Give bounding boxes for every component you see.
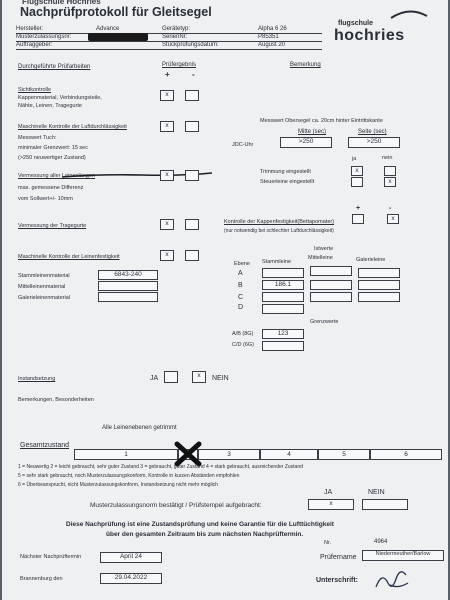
- porosity-line-3: (>250 neuwertiger Zustand): [18, 155, 86, 161]
- type-label: Gerätetyp:: [162, 26, 191, 32]
- type-value: Alpha 6 26: [258, 26, 287, 32]
- row-label-c: C: [238, 294, 244, 301]
- steer-ja-box[interactable]: [351, 177, 363, 187]
- row-c-mittel[interactable]: [310, 292, 352, 302]
- porosity-mid-label: Mitte (sec): [298, 129, 327, 135]
- sight-line-2: Nähte, Leinen, Tragegurte: [18, 103, 82, 109]
- col-plus-header: +: [165, 70, 170, 79]
- istwerte-label: Istwerte: [314, 246, 334, 252]
- sight-line-1: Kappenmaterial, Verbindungsteile,: [18, 95, 102, 101]
- conformity-ja-label: JA: [324, 489, 333, 496]
- row-b-stamm[interactable]: 186.1: [262, 280, 304, 290]
- material-label-mittel: Mittelleinenmaterial: [18, 284, 66, 290]
- trim-nein-box[interactable]: [384, 166, 396, 176]
- material-value-mittel[interactable]: [98, 281, 158, 291]
- page-title: Nachprüfprotokoll für Gleitsegel: [20, 5, 212, 19]
- check-date-value: August 20: [258, 42, 286, 48]
- logo-small-text: flugschule: [338, 20, 374, 27]
- risers-minus-box[interactable]: [185, 219, 199, 230]
- col-remark-header: Bemerkung: [290, 62, 321, 68]
- steer-label: Steuerleine eingestellt: [260, 179, 315, 185]
- nr-label: Nr.: [324, 540, 332, 546]
- overall-scale-1[interactable]: 1: [74, 449, 178, 460]
- strength-plus-box[interactable]: [352, 214, 364, 224]
- col-mittelleine: Mittelleine: [308, 255, 333, 261]
- trim-ja-label: ja: [352, 156, 357, 162]
- approval-label: Musterzulassungsnr:: [16, 34, 72, 40]
- porosity-minus-box[interactable]: [185, 121, 199, 132]
- overall-title: Gesamtzustand: [20, 442, 70, 449]
- examiner-label: Prüfername: [320, 554, 357, 561]
- remarks-text: Alle Leinenebenen getrimmt: [102, 425, 177, 431]
- porosity-title: Maschinelle Kontrolle der Luftdurchlässigkeit: [18, 124, 127, 130]
- serial-value: P85351: [258, 34, 279, 40]
- repair-ja-label: JA: [150, 375, 159, 382]
- linestrength-plus-box[interactable]: x: [160, 250, 174, 261]
- lines-measure-line-2: vom Sollwert+/- 10mm: [18, 196, 73, 202]
- risers-title: Vermessung der Tragegurte: [18, 223, 87, 229]
- signature-mark: [372, 565, 412, 595]
- row-a-stamm[interactable]: [262, 268, 304, 278]
- porosity-plus-box[interactable]: x: [160, 121, 174, 132]
- glider-icon: [389, 8, 429, 22]
- serial-label: SerienNr:: [162, 34, 188, 40]
- material-label-galerie: Galerieleinenmaterial: [18, 295, 70, 301]
- linestrength-minus-box[interactable]: [185, 250, 199, 261]
- row-c-galerie[interactable]: [358, 292, 400, 302]
- strength-note: (nur notwendig bei schlechter Luftdurchlässigkeit): [224, 228, 334, 234]
- linestrength-title: Maschinelle Kontrolle der Leinenfestigkeit: [18, 254, 120, 260]
- next-check-value[interactable]: April 24: [100, 552, 162, 563]
- porosity-mid-value[interactable]: >250: [280, 137, 332, 148]
- sight-minus-box[interactable]: [185, 90, 199, 101]
- repair-nein-label: NEIN: [212, 375, 229, 382]
- cd-value[interactable]: [262, 341, 304, 351]
- row-b-galerie[interactable]: [358, 280, 400, 290]
- row-d-stamm[interactable]: [262, 304, 304, 314]
- logo-big-text: hochries: [334, 27, 405, 44]
- material-value-stamm[interactable]: 6843-240: [98, 270, 158, 280]
- lines-measure-line-1: max. gemessene Differenz: [18, 185, 84, 191]
- repair-title: Instandsetzung: [18, 376, 56, 382]
- header-rule-3: [16, 49, 322, 50]
- row-label-b: B: [238, 282, 243, 289]
- strength-minus-box[interactable]: x: [387, 214, 399, 224]
- signature-label: Unterschrift:: [316, 577, 359, 584]
- manufacturer-label: Hersteller:: [16, 26, 44, 32]
- manufacturer-value: Advance: [96, 26, 120, 32]
- next-check-label: Nächster Nachprüftermin: [20, 554, 82, 560]
- porosity-line-1: Messwert Tuch:: [18, 135, 57, 141]
- col-minus-header: -: [192, 70, 195, 79]
- porosity-note: Messwert Obersegel ca. 20cm hinter Eintrittskante: [260, 118, 383, 124]
- porosity-side-label: Seite (sec): [358, 129, 387, 135]
- overall-legend-3: 6 = Überbeansprucht, nicht Musterzulassungskonform, Instandsetzung nicht mehr möglich: [18, 482, 218, 488]
- sight-plus-box[interactable]: x: [160, 90, 174, 101]
- overall-scale-6[interactable]: 6: [370, 449, 442, 460]
- redaction-bar: [88, 33, 148, 41]
- lines-measure-plus-box[interactable]: x: [160, 170, 174, 181]
- repair-ja-box[interactable]: [164, 371, 178, 383]
- conformity-question: Musterzulassungsnorm bestätigt / Prüfstempel aufgebracht:: [90, 502, 262, 509]
- strength-minus-label: -: [389, 205, 392, 212]
- remarks-title: Bemerkungen, Besonderheiten: [18, 397, 94, 403]
- check-date-label: Stückprüfungsdatum:: [162, 42, 219, 48]
- place-label: Brannenburg den: [20, 576, 63, 582]
- row-c-stamm[interactable]: [262, 292, 304, 302]
- strength-plus-label: +: [356, 205, 361, 212]
- lines-measure-minus-box[interactable]: [185, 170, 199, 181]
- conformity-nein-box[interactable]: [362, 499, 408, 510]
- disclaimer-line-2: über den gesamten Zeitraum bis zum nächsten Nachprüftermin.: [106, 531, 304, 538]
- repair-nein-box[interactable]: x: [192, 371, 206, 383]
- col-galerieleine: Galerieleine: [356, 257, 386, 263]
- porosity-device: JDC-Uhr: [232, 142, 254, 148]
- trim-nein-label: nein: [382, 155, 393, 161]
- col-stammleine: Stammleine: [262, 259, 292, 265]
- trim-label: Trimmung eingestellt: [260, 169, 311, 175]
- overall-legend-1: 1 = Neuwertig 2 = leicht gebraucht, sehr guter Zustand 3 = gebraucht, guter Zustand 4 = stark gebraucht, ausreichender Zustand: [18, 464, 303, 470]
- row-a-galerie[interactable]: [358, 268, 400, 278]
- risers-plus-box[interactable]: x: [160, 219, 174, 230]
- ab-value[interactable]: 123: [262, 329, 304, 339]
- porosity-side-value[interactable]: >250: [348, 137, 400, 148]
- sight-title: Sichtkontrolle: [18, 87, 52, 93]
- row-label-d: D: [238, 304, 244, 311]
- porosity-line-2: minimaler Grenzwert: 15 sec: [18, 145, 88, 151]
- examiner-value[interactable]: Niedermeuther/Barlow: [362, 550, 444, 561]
- col-work-header: Durchgeführte Prüfarbeiten: [18, 64, 91, 70]
- top-cut-text: Flugschule Hochries: [22, 0, 101, 6]
- client-label: Auftraggeber:: [16, 42, 53, 48]
- protocol-sheet: [2, 0, 448, 600]
- material-value-galerie[interactable]: [98, 292, 158, 302]
- row-b-mittel[interactable]: [310, 280, 352, 290]
- overall-scale-5[interactable]: 5: [318, 449, 370, 460]
- col-result-header: Prüfergebnis: [162, 62, 197, 68]
- overall-scale-3[interactable]: 3: [198, 449, 260, 460]
- place-date-value[interactable]: 29.04.2022: [100, 573, 162, 584]
- disclaimer-line-1: Diese Nachprüfung ist eine Zustandsprüfung und keine Garantie für die Lufttüchtigkeit: [66, 521, 334, 528]
- ebene-label: Ebene: [234, 261, 250, 267]
- conformity-nein-label: NEIN: [368, 489, 385, 496]
- row-a-mittel[interactable]: [310, 266, 352, 276]
- steer-nein-box[interactable]: x: [384, 177, 396, 187]
- grenzwerte-label: Grenzwerte: [310, 319, 339, 325]
- logo: [334, 8, 434, 48]
- strength-title: Kontrolle der Kappenfestigkeit(Bettapomater): [224, 219, 335, 225]
- overall-legend-2: 5 = sehr stark gebraucht, noch Musterzulassungskonform, Kontrolle in kurzen Abständen empfohlen: [18, 473, 240, 479]
- cd-label: C/D (6G): [232, 342, 254, 348]
- material-label-stamm: Stammleinenmaterial: [18, 273, 70, 279]
- overall-scale-4[interactable]: 4: [260, 449, 318, 460]
- trim-ja-box[interactable]: x: [351, 166, 363, 176]
- row-label-a: A: [238, 270, 243, 277]
- nr-value: 4964: [374, 539, 388, 545]
- lines-measure-title: Vermessung aller Leinenlängen: [18, 173, 96, 179]
- ab-label: A/B (8G): [232, 331, 254, 337]
- conformity-ja-box[interactable]: x: [308, 499, 354, 510]
